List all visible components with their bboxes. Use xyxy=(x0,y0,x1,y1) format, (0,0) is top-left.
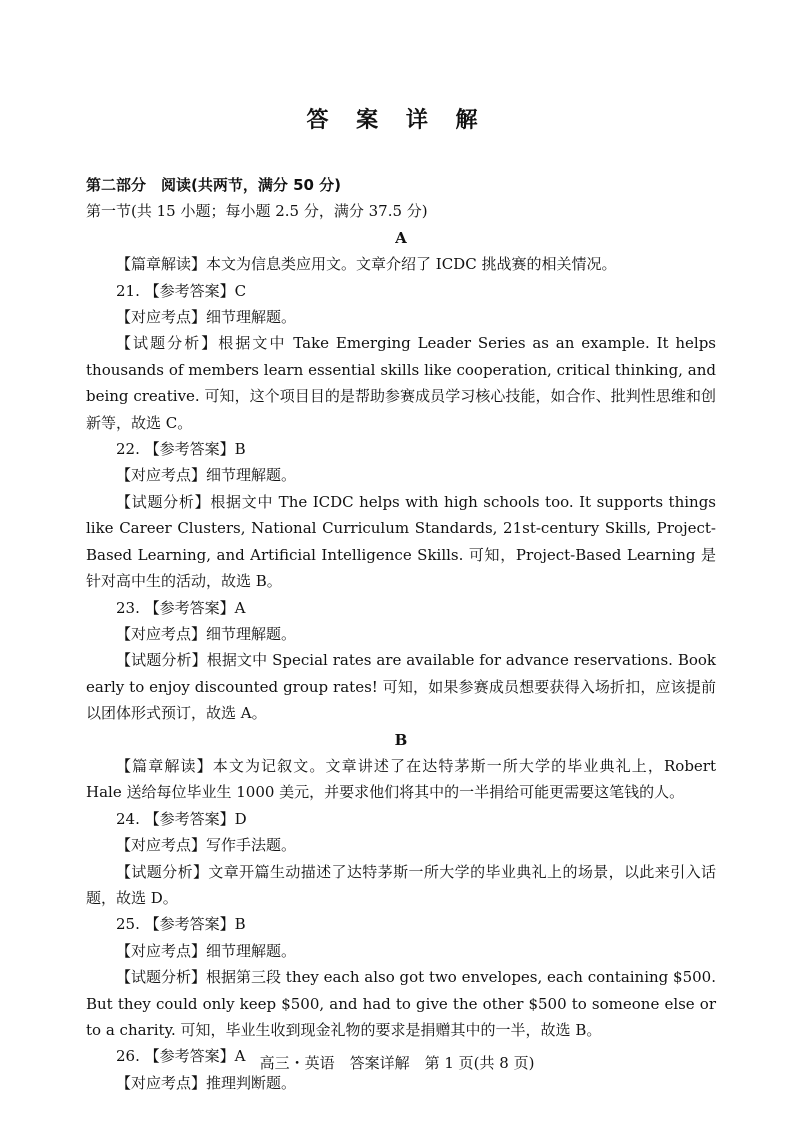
q22-answer: 22. 【参考答案】B xyxy=(116,440,246,459)
q24-answer: 24. 【参考答案】D xyxy=(116,809,247,828)
passage-a-intro: 【篇章解读】本文为信息类应用文。文章介绍了 ICDC 挑战赛的相关情况。 xyxy=(116,255,617,274)
page-title: 答 案 详 解 xyxy=(306,108,488,133)
passage-b-intro: 【篇章解读】本文为记叙文。文章讲述了在达特茅斯一所大学的毕业典礼上，Robert Hale 送给每位毕业生 1000 美元，并要求他们将其中的一半捐给可能更需要这笔钱的人。 xyxy=(86,756,716,802)
q25-analysis: 【试题分析】根据第三段 they each also got two envelopes, each containing $500. But they could only keep $500, and had to give the other $500 to someone else or to a charity. 可知，毕业生收到现金礼物的要求是捐赠其中的一半，故选 B。 xyxy=(86,968,716,1039)
q26-point: 【对应考点】推理判断题。 xyxy=(116,1073,297,1092)
section-header: 第二部分 阅读(共两节，满分 50 分) xyxy=(86,176,342,194)
q21-analysis: 【试题分析】根据文中 Take Emerging Leader Series as an example. It helps thousands of members learn essential skills like cooperation, critical thinking, and being creative. 可知，这个项目目的是帮助参赛成员学习核心技能，如合作、批判性思维和创新等，故选 C。 xyxy=(86,334,716,432)
q24-analysis: 【试题分析】文章开篇生动描述了达特茅斯一所大学的毕业典礼上的场景，以此来引入话题，故选 D。 xyxy=(86,862,716,907)
q25-point: 【对应考点】细节理解题。 xyxy=(116,941,297,960)
page-footer: 高三・英语 答案详解 第 1 页(共 8 页) xyxy=(259,1054,535,1072)
q23-answer: 23. 【参考答案】A xyxy=(116,598,246,617)
passage-b-label: B xyxy=(394,730,408,749)
q21-point: 【对应考点】细节理解题。 xyxy=(116,308,297,327)
page-content xyxy=(86,172,716,1096)
q23-analysis: 【试题分析】根据文中 Special rates are available for advance reservations. Book early to enjoy discounted group rates! 可知，如果参赛成员想要获得入场折扣，应该提前以团体形式预订，故选 A。 xyxy=(86,651,716,723)
q23-point: 【对应考点】细节理解题。 xyxy=(116,624,297,643)
subsection-header: 第一节(共 15 小题；每小题 2.5 分，满分 37.5 分) xyxy=(86,202,428,221)
q22-analysis: 【试题分析】根据文中 The ICDC helps with high schools too. It supports things like Career Clusters, National Curriculum Standards, 21st-century Skills, Project-Based Learning, and Artificial Intelligence Skills. 可知，Project-Based Learning 是针对高中生的活动，故选 B。 xyxy=(86,492,716,591)
q24-point: 【对应考点】写作手法题。 xyxy=(116,836,297,855)
passage-a-label: A xyxy=(395,228,407,247)
q26-answer: 26. 【参考答案】A xyxy=(116,1047,246,1066)
q25-answer: 25. 【参考答案】B xyxy=(116,915,246,934)
q22-point: 【对应考点】细节理解题。 xyxy=(116,466,297,485)
q21-answer: 21. 【参考答案】C xyxy=(116,281,247,300)
